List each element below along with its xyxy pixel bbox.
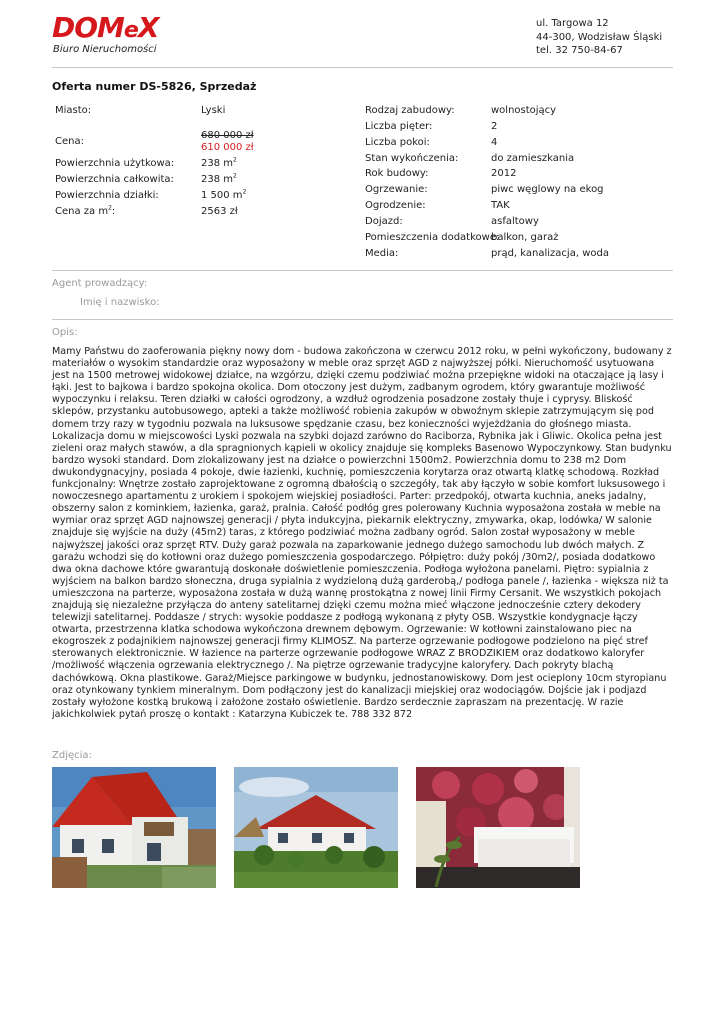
- photo-living-room[interactable]: [416, 767, 580, 888]
- logo-wordmark: DOMeX: [52, 11, 159, 44]
- description-text: Mamy Państwu do zaoferowania piękny nowy dom - budowa zakończona w czerwcu 2012 roku, w pełni wykończony, budowany z materiałów o wysokim standardzie oraz wyposażony w meble oraz sprzęt AGD z najwyższej półki. Nieruchomość usytuowana jest na 1500 metrowej widokowej działce, na wzgórzu, dzięki czemu podziwiać można przepiękne widoki na otaczające ją lasy i łąki. Jest to bajkowa i bardzo spokojna okolica. Dom otoczony jest dużym, zadbanym ogrodem, który gwarantuje możliwość wypoczynku i relaksu. Teren działki w całości ogrodzony, a wzdłuż ogrodzenia posadzone zostały thuje i cyprysy. Bliskość sklepów, przystanku autobusowego, apteki a także możliwość robienia zakupów w obwoźnym sklepie zatrzymującym się pod domem trzy razy w tygodniu pozwala na luksusowe spędzanie czasu, bez konieczności wyjeżdżania do głośnego miasta. Lokalizacja domu w miejscowości Lyski pozwala na szybki dojazd zarówno do Raciborza, Rybnika jak i Gliwic. Okolica pełna jest zieleni oraz małych stawów, a dla spragnionych kąpieli w okolicy znajduje się kompleks Basenowo Wypoczynkowy. Stan budynku bardzo wysoki standard. Dom zlokalizowany jest na działce o powierzchni 1500m2. Powierzchnia domu to 238 m2 Dom dwukondygnacyjny, posiada 4 pokoje, dwie łazienki, kuchnię, pomieszczenia korytarza oraz otwartą klatkę schodową. Rozkład funkcjonalny: Wnętrze zostało zaprojektowane z ogromną dbałością o szczegóły, tak aby łączyło w sobie komfort luksusowego i nowoczesnego apartamentu z urokiem i spokojem wiejskiej posiadłości. Parter: przedpokój, otwarta kuchnia, aneks jadalny, obszerny salon z kominkiem, łazienka, garaż, pralnia. Całość podłóg gres polerowany Kuchnia wyposażona została w meble na wymiar oraz sprzęt AGD najnowszej generacji / płyta indukcyjna, piekarnik elektryczny, zmywarka, okap, lodówka/ W salonie znajduje się wyjście na duży (45m2) taras, z którego podziwiać można zadbany ogród. Salon został wyposażony w meble najwyższej jakości oraz sprzęt RTV. Duży garaż pozwala na zaparkowanie jednego dużego samochodu lub dwóch małych. Z garażu wchodzi się do kotłowni oraz dużego pomieszczenia gospodarczego. Półpiętro: duży pokój /30m2/, posiada dodatkowo dwa okna dachowe które gwarantują doskonałe doświetlenie pomieszczenia. Podłoga wyłożona panelami. Piętro: sypialnia z wyjściem na balkon bardzo słoneczna, druga sypialnia z wydzieloną dużą garderobą,/ podłoga panele /, łazienka - większa niż ta umieszczona na parterze, wyposażona została w dużą wannę prostokątna z nowej linii Firmy Cersanit. We wszystkich pokojach znajdują się niezależne przyłącza do anteny satelitarnej dzięki czemu można mieć włączone jednocześnie cztery dekodery telewizji satelitarnej. Poddasze / strych: wysokie poddasze z podłogą wykonaną z płyty OSB. Wszystkie kondygnacje łączy otwarta, przestrzenna klatka schodowa wykończona drewnem dębowym. Ogrzewanie: W kotłowni zainstalowano piec na ekogroszek z podajnikiem najnowszej generacji firmy KLIMOSZ. Na parterze ogrzewanie podłogowe podzielono na pięć stref sterowanych elektronicznie. W łazience na parterze ogrzewanie podłogowe WRAZ Z BRODZIKIEM oraz dodatkowo kaloryfer /możliwość włączenia ogrzewania elektrycznego /. Na piętrze ogrzewanie tradycyjne kaloryfery. Dach pokryty blachą dachówkową. Okna plastikowe. Garaż/Miejsce parkingowe w budynku, jednostanowiskowy. Dom jest ocieplony 10cm styropianu oraz otynkowany tynkiem mineralnym. Dom podłączony jest do kanalizacji miejskiej oraz wodociągów. Dojście jak i podjazd zostały wyłożone kostką brukową i założone zostało oświetlenie. Bardzo serdecznie zapraszam na prezentację. W razie jakichkolwiek pytań proszę o kontakt : Katarzyna Kubiczek te. 788 332 872: [52, 346, 672, 720]
- house-garden-image: [234, 767, 398, 888]
- detail-label: Powierzchnia użytkowa:: [55, 158, 175, 169]
- detail-label: Miasto:: [55, 105, 92, 116]
- photo-house-garden[interactable]: [234, 767, 398, 888]
- photos-section-label: Zdjęcia:: [52, 750, 92, 761]
- logo-subtitle: Biuro Nieruchomości: [53, 44, 157, 55]
- divider: [52, 270, 673, 271]
- detail-value: 238 $m^2$: [201, 156, 237, 169]
- left-details: [55, 105, 355, 225]
- divider: [52, 319, 673, 320]
- right-details: Rodzaj zabudowy: wolnostojący Liczba pięter: 2 Liczba pokoi: 4 Stan wykończenia: do zamieszkania Rok budowy: 2012 Ogrzewanie: piwc węglowy na ekog Ogrodzenie: TAK Dojazd: asfaltowy Pomieszczenia dodatkowe: balkon, garaż Media: prąd, kanalizacja, woda: [365, 105, 609, 259]
- contact-street: ul. Targowa 12: [536, 18, 609, 29]
- contact-block: [536, 17, 662, 58]
- offer-title: Oferta numer DS-5826, Sprzedaż: [52, 80, 257, 93]
- description-section-label: Opis:: [52, 327, 78, 338]
- living-room-image: [416, 767, 580, 888]
- price-old: 680 000 zł: [201, 130, 254, 141]
- detail-value: 238 $m^2$: [201, 172, 237, 185]
- house-front-image: [52, 767, 216, 888]
- detail-label: Powierzchnia działki:: [55, 190, 159, 201]
- detail-value: Lyski: [201, 105, 226, 116]
- agent-name-label: Imię i nazwisko:: [80, 297, 160, 308]
- divider: [52, 67, 673, 68]
- agent-section-label: Agent prowadzący:: [52, 278, 148, 289]
- detail-label: Powierzchnia całkowita:: [55, 174, 174, 185]
- company-logo: [52, 11, 212, 56]
- detail-value: 2563 zł: [201, 206, 238, 217]
- detail-label: Cena za $m^2$:: [55, 204, 116, 217]
- contact-phone: tel. 32 750-84-67: [536, 45, 623, 56]
- contact-city: 44-300, Wodzisław Śląski: [536, 31, 663, 43]
- price-new: 610 000 zł: [201, 142, 254, 153]
- detail-label: Cena:: [55, 136, 84, 147]
- photo-house-front[interactable]: [52, 767, 216, 888]
- detail-value: 1 500 $m^2$: [201, 188, 247, 201]
